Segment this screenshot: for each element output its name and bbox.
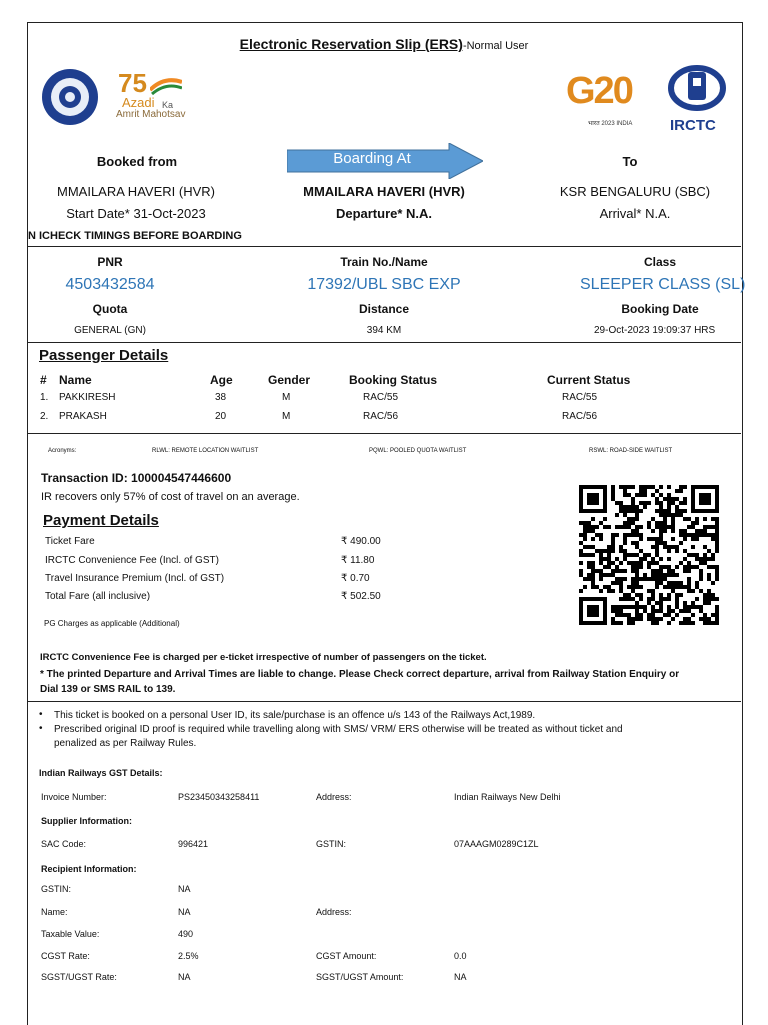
times-note-line2: Dial 139 or SMS RAIL to 139. — [40, 684, 176, 695]
acronym-rlwl: RLWL: REMOTE LOCATION WAITLIST — [152, 448, 259, 454]
taxable-label: Taxable Value: — [41, 929, 100, 939]
to-label: To — [622, 154, 638, 169]
col-current-status: Current Status — [547, 373, 631, 387]
row-1-current-status: RAC/55 — [562, 392, 598, 403]
recipient-address-label: Address: — [316, 907, 352, 917]
row-2-gender: M — [282, 411, 291, 422]
row-1-number: 1. — [40, 392, 49, 403]
col-name: Name — [59, 373, 92, 387]
col-number: # — [40, 373, 47, 387]
bullet-2-line1: Prescribed original ID proof is required while travelling along with SMS/ VRM/ ERS otherwise will be treated as without ticket and — [54, 724, 623, 735]
from-station: MMAILARA HAVERI (HVR) — [57, 184, 215, 199]
col-age: Age — [210, 373, 233, 387]
class-label: Class — [643, 255, 677, 269]
departure-time: Departure* N.A. — [335, 206, 433, 221]
insurance-value: ₹ 0.70 — [341, 573, 370, 584]
recipient-heading: Recipient Information: — [41, 864, 137, 874]
quota-value: GENERAL (GN) — [74, 325, 146, 336]
pnr-label: PNR — [97, 255, 123, 269]
transaction-id: Transaction ID: 100004547446600 — [41, 471, 232, 485]
total-fare-value: ₹ 502.50 — [341, 591, 381, 602]
bullet-dot: • — [39, 709, 43, 720]
row-2-number: 2. — [40, 411, 49, 422]
fare-label: Ticket Fare — [45, 536, 95, 547]
arrival-time: Arrival* N.A. — [599, 206, 671, 221]
class-value: SLEEPER CLASS (SL) — [580, 276, 746, 293]
col-gender: Gender — [268, 373, 311, 387]
row-1-gender: M — [282, 392, 291, 403]
train-value: 17392/UBL SBC EXP — [307, 276, 461, 293]
booking-date-label: Booking Date — [621, 302, 699, 316]
cgst-amount-label: CGST Amount: — [316, 951, 377, 961]
divider — [27, 246, 741, 247]
address-label: Address: — [316, 792, 352, 802]
address-value: Indian Railways New Delhi — [454, 792, 561, 802]
divider — [27, 342, 741, 343]
gst-heading: Indian Railways GST Details: — [39, 768, 163, 778]
gstin-label: GSTIN: — [316, 839, 347, 849]
row-2-name: PRAKASH — [59, 411, 107, 422]
acronyms-label: Acronyms: — [48, 448, 77, 454]
cgst-rate-label: CGST Rate: — [41, 951, 90, 961]
irctc-logo: IRCTC — [664, 62, 730, 136]
to-station: KSR BENGALURU (SBC) — [559, 184, 711, 199]
name-value: NA — [178, 907, 191, 917]
distance-value: 394 KM — [366, 325, 402, 336]
col-booking-status: Booking Status — [349, 373, 438, 387]
recipient-gstin-value: NA — [178, 884, 191, 894]
recovery-note: IR recovers only 57% of cost of travel on an average. — [41, 491, 300, 503]
total-fare-label: Total Fare (all inclusive) — [45, 591, 151, 602]
distance-label: Distance — [358, 302, 410, 316]
gstin-value: 07AAAGM0289C1ZL — [454, 839, 539, 849]
invoice-value: PS23450343258411 — [178, 792, 260, 802]
sac-value: 996421 — [178, 839, 209, 849]
azadi-ka-amrit-mahotsav-logo: 75 Azadi Ka Amrit Mahotsav — [116, 68, 186, 120]
start-date: Start Date* 31-Oct-2023 — [66, 206, 206, 221]
bullet-dot: • — [39, 723, 43, 734]
taxable-value: 490 — [178, 929, 194, 939]
cgst-amount-value: 0.0 — [454, 951, 467, 961]
page-title: Electronic Reservation Slip (ERS)-Normal User — [239, 36, 529, 52]
convenience-fee-value: ₹ 11.80 — [341, 555, 375, 566]
boarding-station: MMAILARA HAVERI (HVR) — [303, 184, 465, 199]
recipient-gstin-label: GSTIN: — [41, 884, 72, 894]
convenience-fee-note: IRCTC Convenience Fee is charged per e-ticket irrespective of number of passengers on the ticket. — [40, 652, 487, 663]
invoice-label: Invoice Number: — [41, 792, 107, 802]
row-2-age: 20 — [215, 411, 227, 422]
pnr-value: 4503432584 — [65, 276, 155, 293]
acronym-rswl: RSWL: ROAD-SIDE WAITLIST — [589, 448, 673, 454]
bullet-1: This ticket is booked on a personal User ID, its sale/purchase is an offence u/s 143 of the Railways Act,1989. — [54, 710, 536, 721]
indian-railways-emblem-logo — [40, 66, 100, 128]
row-2-current-status: RAC/56 — [562, 411, 598, 422]
pg-charges-note: PG Charges as applicable (Additional) — [44, 619, 180, 628]
irctc-emblem-icon — [668, 62, 726, 112]
sgst-amount-value: NA — [454, 972, 467, 982]
sac-label: SAC Code: — [41, 839, 87, 849]
times-note-line1: * The printed Departure and Arrival Times are liable to change. Please Check correct departure, arrival from Railway Station Enquiry or — [40, 669, 680, 680]
qr-code — [579, 482, 719, 628]
passenger-details-heading: Passenger Details — [39, 347, 169, 364]
name-label: Name: — [41, 907, 68, 917]
booking-date-value: 29-Oct-2023 19:09:37 HRS — [594, 325, 716, 336]
sgst-rate-label: SGST/UGST Rate: — [41, 972, 117, 982]
cgst-rate-value: 2.5% — [178, 951, 199, 961]
quota-label: Quota — [92, 302, 128, 316]
row-1-age: 38 — [215, 392, 227, 403]
row-2-booking-status: RAC/56 — [363, 411, 399, 422]
check-timings-note: N ICHECK TIMINGS BEFORE BOARDING — [28, 230, 242, 242]
bullet-2-line2: penalized as per Railway Rules. — [54, 738, 197, 749]
g20-logo: G20 भारत 2023 INDIA — [566, 70, 633, 127]
insurance-label: Travel Insurance Premium (Incl. of GST) — [45, 573, 225, 584]
sgst-rate-value: NA — [178, 972, 191, 982]
sgst-amount-label: SGST/UGST Amount: — [316, 972, 404, 982]
supplier-heading: Supplier Information: — [41, 816, 132, 826]
payment-details-heading: Payment Details — [43, 512, 159, 529]
divider — [27, 433, 741, 434]
fare-value: ₹ 490.00 — [341, 536, 381, 547]
divider — [27, 701, 741, 702]
boarding-at-label: Boarding At — [333, 150, 411, 167]
convenience-fee-label: IRCTC Convenience Fee (Incl. of GST) — [45, 555, 219, 566]
acronym-pqwl: PQWL: POOLED QUOTA WAITLIST — [369, 448, 467, 454]
booked-from-label: Booked from — [96, 154, 178, 169]
train-label: Train No./Name — [340, 255, 428, 269]
row-1-booking-status: RAC/55 — [363, 392, 399, 403]
row-1-name: PAKKIRESH — [59, 392, 116, 403]
